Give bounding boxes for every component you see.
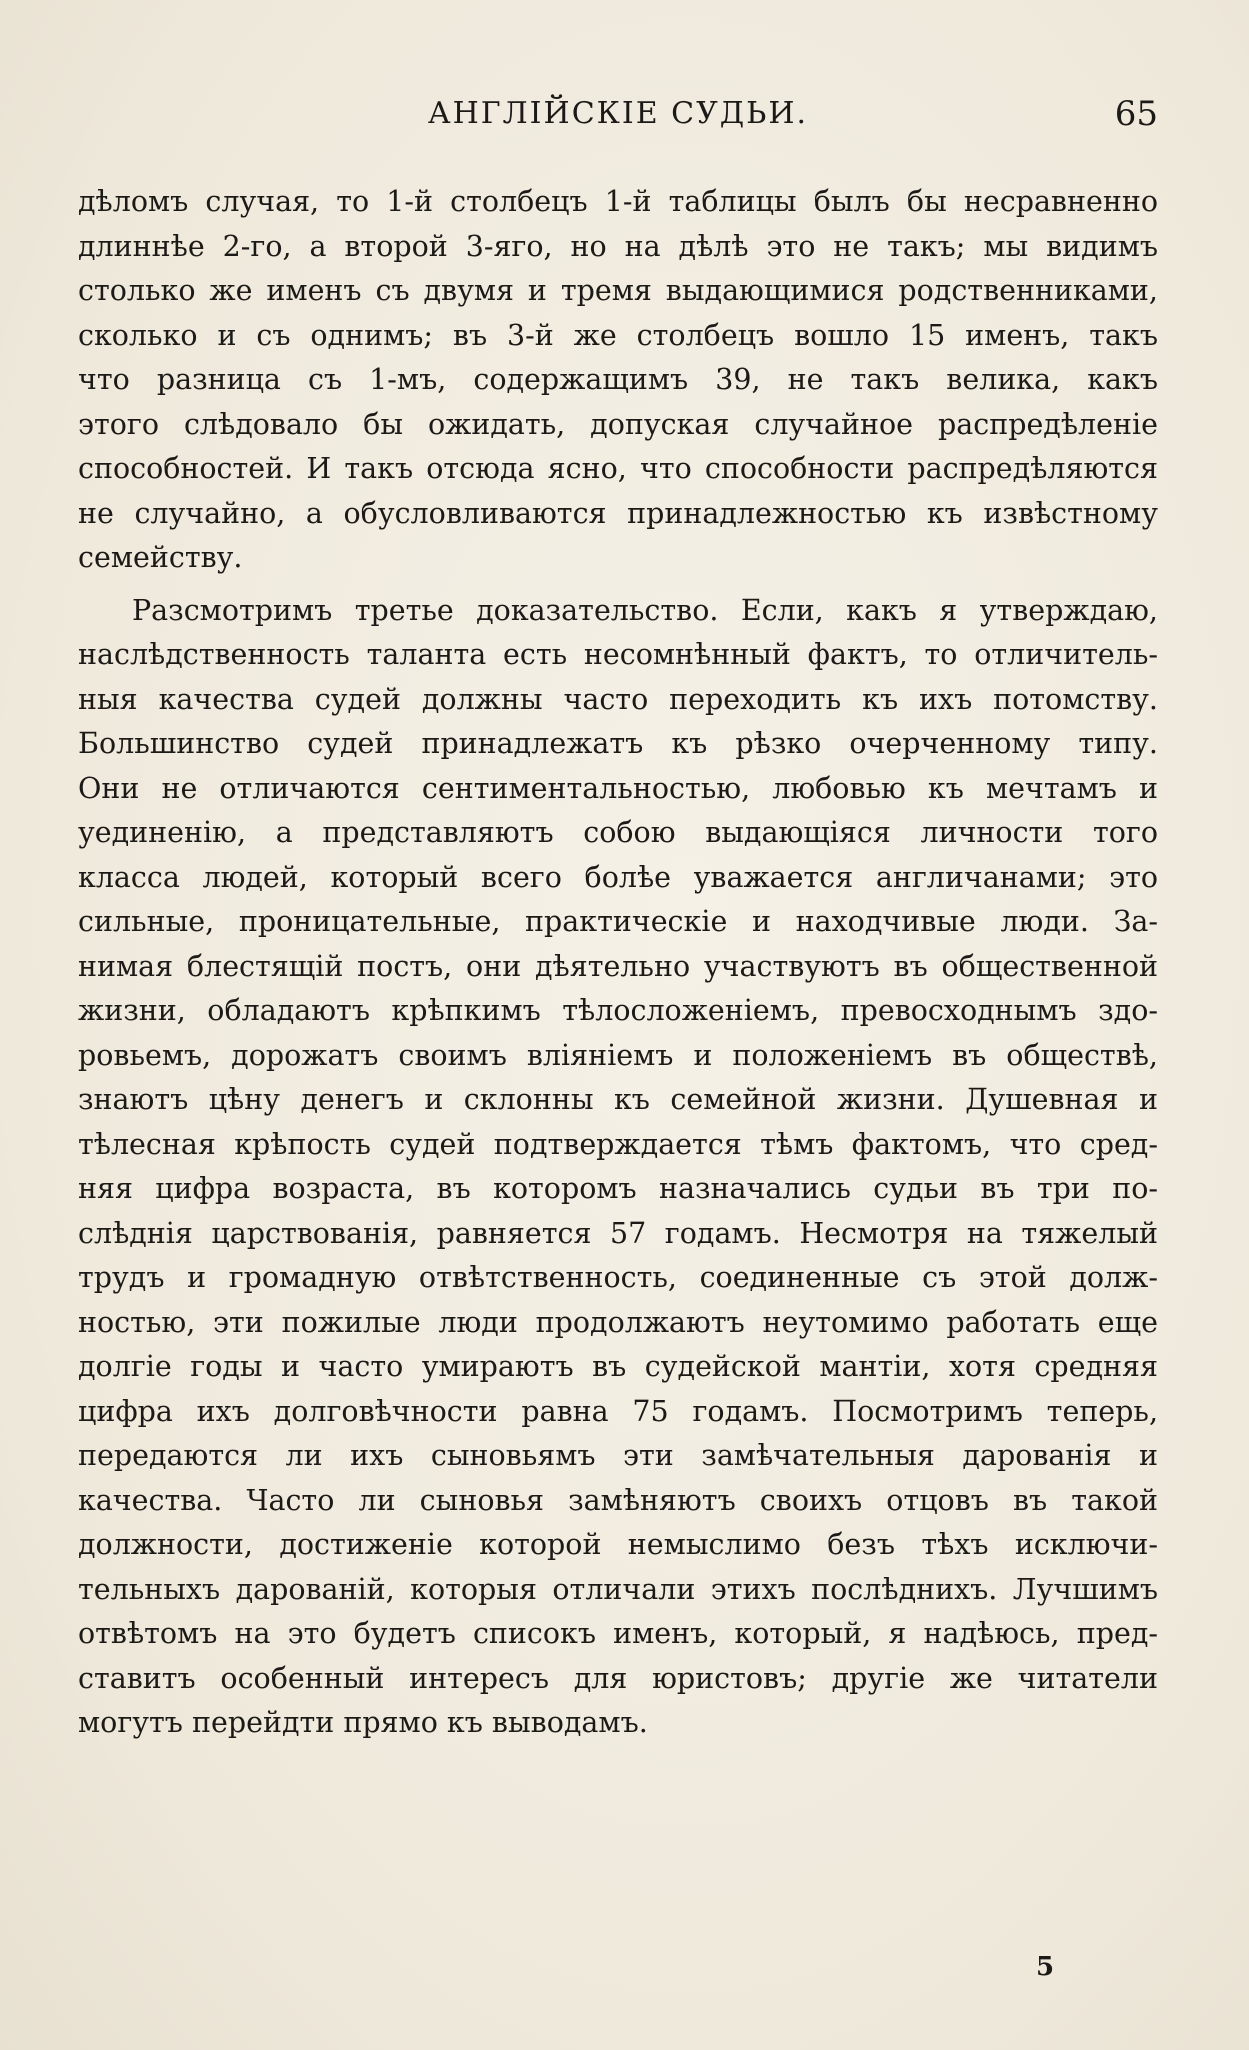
text-line: этого слѣдовало бы ожидать, допуская случайное распредѣленіе — [78, 407, 1158, 441]
text-line: уединенію, а представляютъ собою выдающіяся личности того — [78, 816, 1158, 849]
text-line: способностей. И такъ отсюда ясно, что способности распредѣляются — [78, 452, 1158, 485]
signature-mark: 5 — [1036, 1952, 1055, 1982]
text-line: могутъ перейдти прямо къ выводамъ. — [78, 1706, 648, 1739]
text-line: слѣднія царствованія, равняется 57 годамъ. Несмотря на тяжелый — [78, 1216, 1158, 1250]
running-title: АНГЛІЙСКІЕ СУДЬИ. — [427, 96, 809, 131]
text-line: жизни, обладаютъ крѣпкимъ тѣлосложеніемъ, превосходнымъ здо- — [78, 994, 1158, 1027]
text-line: ностью, эти пожилые люди продолжаютъ неутомимо работать еще — [78, 1305, 1158, 1339]
text-line: трудъ и громадную отвѣтственность, соединенные съ этой долж- — [78, 1261, 1158, 1294]
text-line: класса людей, который всего болѣе уважается англичанами; это — [78, 860, 1158, 894]
body-text — [78, 180, 1158, 1746]
text-line: няя цифра возраста, въ которомъ назначались судьи въ три по- — [78, 1172, 1158, 1205]
text-line: наслѣдственность таланта есть несомнѣнный фактъ, то отличитель- — [78, 638, 1158, 671]
paragraph-1 — [78, 180, 1158, 581]
text-line: ставитъ особенный интересъ для юристовъ; другіе же читатели — [78, 1661, 1158, 1695]
text-line: Они не отличаются сентиментальностью, любовью къ мечтамъ и — [78, 771, 1158, 805]
text-line: отвѣтомъ на это будетъ списокъ именъ, который, я надѣюсь, пред- — [78, 1617, 1158, 1650]
page-number: 65 — [1114, 94, 1158, 134]
paragraph-2 — [78, 589, 1158, 1746]
text-line: цифра ихъ долговѣчности равна 75 годамъ. Посмотримъ теперь, — [78, 1394, 1158, 1428]
text-line: тельныхъ дарованій, которыя отличали этихъ послѣднихъ. Лучшимъ — [78, 1572, 1158, 1606]
text-line: должности, достиженіе которой немыслимо безъ тѣхъ исключи- — [78, 1528, 1158, 1561]
text-line: ровьемъ, дорожатъ своимъ вліяніемъ и положеніемъ въ обществѣ, — [78, 1038, 1158, 1072]
text-line: знаютъ цѣну денегъ и склонны къ семейной жизни. Душевная и — [78, 1083, 1158, 1116]
text-line: семейству. — [78, 541, 243, 574]
text-line: длиннѣе 2-го, а второй 3-яго, но на дѣлѣ это не такъ; мы видимъ — [78, 229, 1158, 263]
text-line: столько же именъ съ двумя и тремя выдающимися родственниками, — [78, 274, 1158, 307]
text-line: дѣломъ случая, то 1-й столбецъ 1-й таблицы былъ бы несравненно — [78, 185, 1158, 218]
text-line: не случайно, а обусловливаются принадлежностью къ извѣстному — [78, 496, 1158, 530]
text-line: качества. Часто ли сыновья замѣняютъ своихъ отцовъ въ такой — [78, 1483, 1158, 1517]
text-line: передаются ли ихъ сыновьямъ эти замѣчательныя дарованія и — [78, 1439, 1158, 1472]
text-line: нимая блестящій постъ, они дѣятельно участвуютъ въ общественной — [78, 949, 1158, 983]
text-line: сколько и съ однимъ; въ 3-й же столбецъ вошло 15 именъ, такъ — [78, 318, 1158, 352]
text-line: Большинство судей принадлежатъ къ рѣзко очерченному типу. — [78, 727, 1158, 760]
text-line: Разсмотримъ третье доказательство. Если, какъ я утверждаю, — [132, 593, 1158, 627]
running-head — [78, 96, 1158, 136]
text-line: тѣлесная крѣпость судей подтверждается тѣмъ фактомъ, что сред- — [78, 1127, 1158, 1161]
text-line: сильные, проницательные, практическіе и находчивые люди. За- — [78, 905, 1158, 938]
text-line: долгіе годы и часто умираютъ въ судейской мантіи, хотя средняя — [78, 1350, 1158, 1383]
text-line: ныя качества судей должны часто переходить къ ихъ потомству. — [78, 682, 1158, 716]
paragraph-gap — [78, 581, 1158, 589]
text-line: что разница съ 1-мъ, содержащимъ 39, не такъ велика, какъ — [78, 363, 1158, 396]
